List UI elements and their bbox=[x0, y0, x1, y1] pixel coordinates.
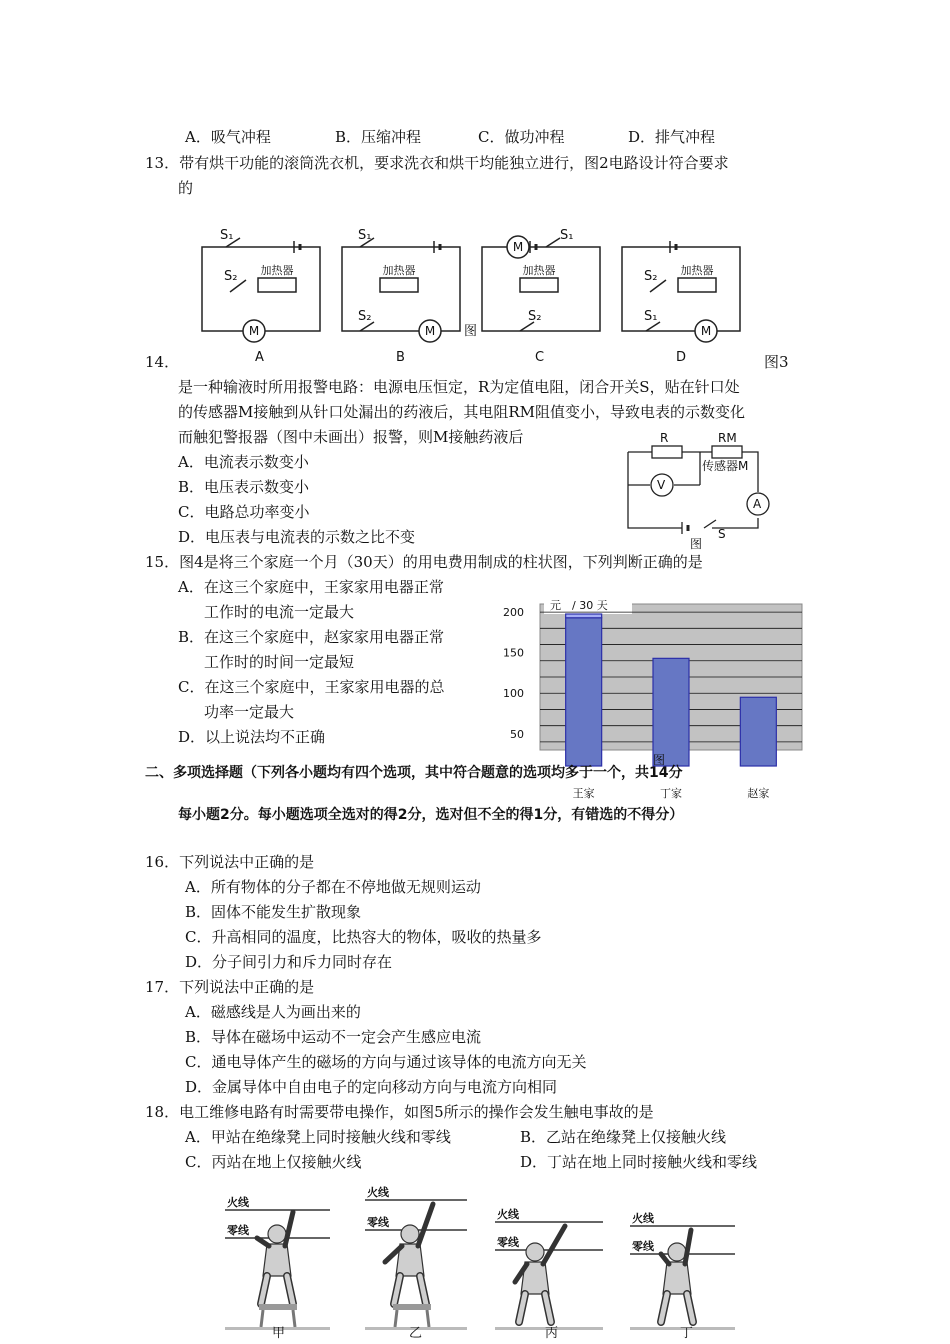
bar bbox=[653, 658, 689, 766]
q13-stem: 13．带有烘干功能的滚筒洗衣机，要求洗衣和烘干均能独立进行，图2电路设计符合要求 bbox=[145, 154, 729, 172]
circuit-label-c: C bbox=[535, 350, 545, 365]
y-tick-label: 100 bbox=[503, 687, 524, 701]
q14-stem-2: 的传感器M接触到从针口处漏出的药液后，其电阻RM阻值变小，导致电表的示数变化 bbox=[178, 403, 746, 421]
circuit-label-b: B bbox=[396, 350, 405, 365]
q13-stem-cont: 的 bbox=[178, 179, 194, 197]
figure-char: 图 bbox=[464, 324, 478, 339]
x-tick-label: 王家 bbox=[572, 787, 595, 800]
q15-option-d: D．以上说法均不正确 bbox=[178, 728, 326, 746]
q14-option-a: A．电流表示数变小 bbox=[178, 453, 309, 471]
bar bbox=[566, 618, 602, 766]
heater-label-a: 加热器 bbox=[260, 264, 294, 277]
switch-label: S₁ bbox=[560, 228, 574, 243]
q16-option-c: C．升高相同的温度，比热容大的物体，吸收的热量多 bbox=[185, 928, 542, 946]
q15-stem: 15．图4是将三个家庭一个月（30天）的用电费用制成的柱状图，下列判断正确的是 bbox=[145, 553, 703, 571]
q12-option-c: C．做功冲程 bbox=[478, 128, 565, 146]
switch-label: S₂ bbox=[358, 309, 372, 324]
live-wire-label: 火线 bbox=[632, 1212, 654, 1225]
q15-option-b: B．在这三个家庭中，赵家家用电器正常 bbox=[178, 628, 445, 646]
q14-stem-1: 是一种输液时所用报警电路：电源电压恒定，R为定值电阻，闭合开关S，贴在针口处 bbox=[178, 378, 740, 396]
y-tick-label: 150 bbox=[503, 646, 524, 660]
voltmeter-symbol: V bbox=[657, 478, 666, 492]
q14-number: 14． bbox=[145, 353, 180, 371]
figure-char: 图 bbox=[653, 753, 666, 767]
circuit-label-d: D bbox=[676, 350, 687, 365]
sensor-label: 传感器M bbox=[702, 459, 749, 473]
circuit-d bbox=[622, 241, 740, 331]
q18-option-b: B．乙站在绝缘凳上仅接触火线 bbox=[520, 1128, 727, 1146]
circuit-a bbox=[202, 238, 320, 331]
q14-option-d: D．电压表与电流表的示数之比不变 bbox=[178, 528, 416, 546]
switch-label: S₂ bbox=[644, 269, 658, 284]
neutral-wire-label: 零线 bbox=[227, 1224, 249, 1237]
q16-option-b: B．固体不能发生扩散现象 bbox=[185, 903, 362, 921]
unit-label: 元 / 30 天 bbox=[550, 599, 608, 612]
q17-option-c: C．通电导体产生的磁场的方向与通过该导体的电流方向无关 bbox=[185, 1053, 587, 1071]
q12-option-a: A．吸气冲程 bbox=[185, 128, 271, 146]
q14-stem-3: 而触犯警报器（图中未画出）报警，则M接触药液后 bbox=[178, 428, 524, 446]
heater-label-c: 加热器 bbox=[522, 264, 556, 277]
q15-option-b-cont: 工作时的时间一定最短 bbox=[204, 653, 355, 671]
q15-option-a: A．在这三个家庭中，王家家用电器正常 bbox=[178, 578, 444, 596]
switch-label: S₁ bbox=[358, 228, 372, 243]
switch-label: S₂ bbox=[528, 309, 542, 324]
neutral-wire-label: 零线 bbox=[367, 1216, 389, 1229]
q16-option-d: D．分子间引力和斥力同时存在 bbox=[185, 953, 393, 971]
bar-cap bbox=[566, 614, 602, 618]
q17-stem: 17．下列说法中正确的是 bbox=[145, 978, 315, 996]
x-tick-label: 赵家 bbox=[747, 787, 770, 800]
q12-option-d: D．排气冲程 bbox=[628, 128, 716, 146]
section-2-instructions: 每小题2分。每小题选项全选对的得2分，选对但不全的得1分，有错选的不得分） bbox=[178, 807, 684, 823]
q18-option-a: A．甲站在绝缘凳上同时接触火线和零线 bbox=[185, 1128, 451, 1146]
q15-option-c-cont: 功率一定最大 bbox=[204, 703, 295, 721]
switch-label: S₂ bbox=[224, 269, 238, 284]
figure-char: 图 bbox=[690, 537, 703, 550]
q16-stem: 16．下列说法中正确的是 bbox=[145, 853, 315, 871]
circuit-label-a: A bbox=[255, 350, 264, 365]
switch-label: S bbox=[718, 527, 726, 541]
q13-circuit-figure bbox=[190, 222, 760, 370]
q18-option-c: C．丙站在地上仅接触火线 bbox=[185, 1153, 362, 1171]
q15-option-c: C．在这三个家庭中，王家家用电器的总 bbox=[178, 678, 445, 696]
q14-figure-label: 图3 bbox=[764, 353, 789, 371]
q17-option-b: B．导体在磁场中运动不一定会产生感应电流 bbox=[185, 1028, 482, 1046]
switch-label: S₁ bbox=[644, 309, 658, 324]
q14-option-b: B．电压表示数变小 bbox=[178, 478, 310, 496]
neutral-wire-label: 零线 bbox=[497, 1236, 519, 1249]
motor-label-b: M bbox=[424, 324, 436, 338]
neutral-wire-label: 零线 bbox=[632, 1240, 654, 1253]
motor-label-d: M bbox=[700, 324, 712, 338]
figure-label-jia: 甲 bbox=[272, 1326, 286, 1341]
q17-option-d: D．金属导体中自由电子的定向移动方向与电流方向相同 bbox=[185, 1078, 558, 1096]
heater-label-d: 加热器 bbox=[680, 264, 714, 277]
section-2-title: 二、多项选择题（下列各小题均有四个选项，其中符合题意的选项均多于一个，共14分 bbox=[145, 765, 683, 781]
q18-stem: 18．电工维修电路有时需要带电操作，如图5所示的操作会发生触电事故的是 bbox=[145, 1103, 654, 1121]
q14-circuit-figure bbox=[620, 430, 795, 550]
q16-option-a: A．所有物体的分子都在不停地做无规则运动 bbox=[185, 878, 481, 896]
bar bbox=[740, 697, 776, 766]
figure-label-bing: 丙 bbox=[545, 1326, 559, 1341]
y-tick-label: 200 bbox=[503, 606, 524, 620]
live-wire-label: 火线 bbox=[367, 1186, 389, 1199]
q18-option-d: D．丁站在地上同时接触火线和零线 bbox=[520, 1153, 758, 1171]
switch-label: S₁ bbox=[220, 228, 234, 243]
x-tick-label: 丁家 bbox=[660, 787, 682, 800]
figure-label-yi: 乙 bbox=[409, 1326, 423, 1341]
resistor-rm-label: RM bbox=[718, 431, 737, 445]
q12-option-b: B．压缩冲程 bbox=[335, 128, 422, 146]
motor-label-c: M bbox=[512, 240, 524, 254]
live-wire-label: 火线 bbox=[227, 1196, 249, 1209]
resistor-r-label: R bbox=[660, 431, 669, 445]
motor-label-a: M bbox=[248, 324, 260, 338]
y-tick-label: 50 bbox=[510, 727, 524, 741]
ammeter-symbol: A bbox=[753, 497, 762, 511]
q17-option-a: A．磁感线是人为画出来的 bbox=[185, 1003, 361, 1021]
live-wire-label: 火线 bbox=[497, 1208, 519, 1221]
q15-option-a-cont: 工作时的电流一定最大 bbox=[204, 603, 355, 621]
q14-option-c: C．电路总功率变小 bbox=[178, 503, 310, 521]
figure-label-ding: 丁 bbox=[680, 1326, 694, 1341]
q18-figure bbox=[215, 1182, 755, 1340]
heater-label-b: 加热器 bbox=[382, 264, 416, 277]
